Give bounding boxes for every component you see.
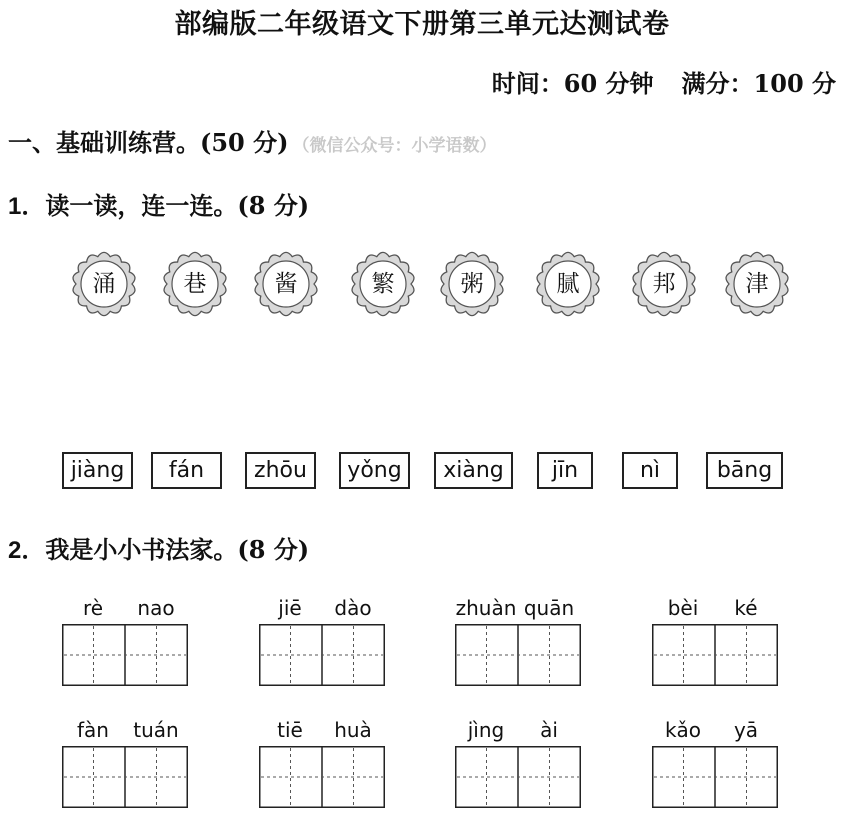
tianzige-grid[interactable]	[259, 746, 385, 808]
pinyin-syllable: huà	[334, 718, 372, 742]
character-flower	[438, 250, 506, 318]
watermark-text: （微信公众号：小学语数）	[292, 136, 497, 156]
character-label: 涌	[92, 271, 116, 297]
exam-meta	[492, 64, 836, 99]
pinyin-syllable: rè	[82, 596, 104, 620]
question-2-heading	[8, 530, 309, 565]
character-flower	[161, 250, 229, 318]
pinyin-box: bāng	[706, 452, 783, 489]
pinyin-box: jīn	[537, 452, 593, 489]
tianzige-grid[interactable]	[455, 746, 581, 808]
pinyin-syllable: quān	[523, 596, 575, 620]
question-text: ．读一读，连一连。(8 分)	[21, 191, 310, 220]
tianzige-grid[interactable]	[455, 624, 581, 686]
section-label: 一、基础训练营。(50 分)	[8, 128, 289, 157]
time-limit: 时间：60 分钟	[491, 69, 654, 98]
pinyin-syllable: tuán	[133, 718, 179, 742]
character-label: 巷	[183, 271, 207, 297]
character-flower	[630, 250, 698, 318]
full-score: 满分：100 分	[681, 69, 836, 98]
pinyin-syllable: jiē	[278, 596, 302, 620]
pinyin-box: nì	[622, 452, 678, 489]
pinyin-syllable: tiē	[277, 718, 303, 742]
pinyin-box: yǒng	[339, 452, 410, 489]
pinyin-syllable: yā	[733, 718, 759, 742]
tianzige-grid[interactable]	[62, 624, 188, 686]
pinyin-syllable: bèi	[667, 596, 699, 620]
pinyin-box: zhōu	[245, 452, 316, 489]
character-label: 繁	[371, 271, 395, 297]
tianzige-grid[interactable]	[62, 746, 188, 808]
pinyin-box: fán	[151, 452, 222, 489]
page-title: 部编版二年级语文下册第三单元达测试卷	[174, 9, 670, 40]
question-number: 1	[8, 193, 22, 220]
tianzige-grid[interactable]	[652, 746, 778, 808]
pinyin-syllable: kǎo	[664, 718, 702, 742]
tianzige-grid[interactable]	[259, 624, 385, 686]
character-label: 津	[745, 271, 769, 297]
tianzige-grid[interactable]	[652, 624, 778, 686]
pinyin-syllable: nao	[137, 596, 175, 620]
pinyin-box: jiàng	[62, 452, 133, 489]
character-flower	[534, 250, 602, 318]
character-flower	[723, 250, 791, 318]
pinyin-syllable: ké	[734, 596, 758, 620]
question-1-heading	[8, 186, 309, 221]
character-flower	[70, 250, 138, 318]
pinyin-syllable: dào	[334, 596, 372, 620]
pinyin-syllable: ài	[540, 718, 558, 742]
pinyin-syllable: jìng	[467, 718, 505, 742]
character-flower	[252, 250, 320, 318]
character-label: 酱	[274, 271, 298, 297]
character-label: 粥	[460, 271, 484, 297]
section-heading	[8, 123, 496, 158]
question-text: ．我是小小书法家。(8 分)	[21, 535, 310, 564]
character-flower	[349, 250, 417, 318]
pinyin-box: xiàng	[434, 452, 513, 489]
character-label: 邦	[652, 271, 676, 297]
pinyin-syllable: zhuàn	[455, 596, 517, 620]
pinyin-syllable: fàn	[77, 718, 109, 742]
character-label: 腻	[556, 271, 580, 297]
question-number: 2	[8, 537, 22, 564]
